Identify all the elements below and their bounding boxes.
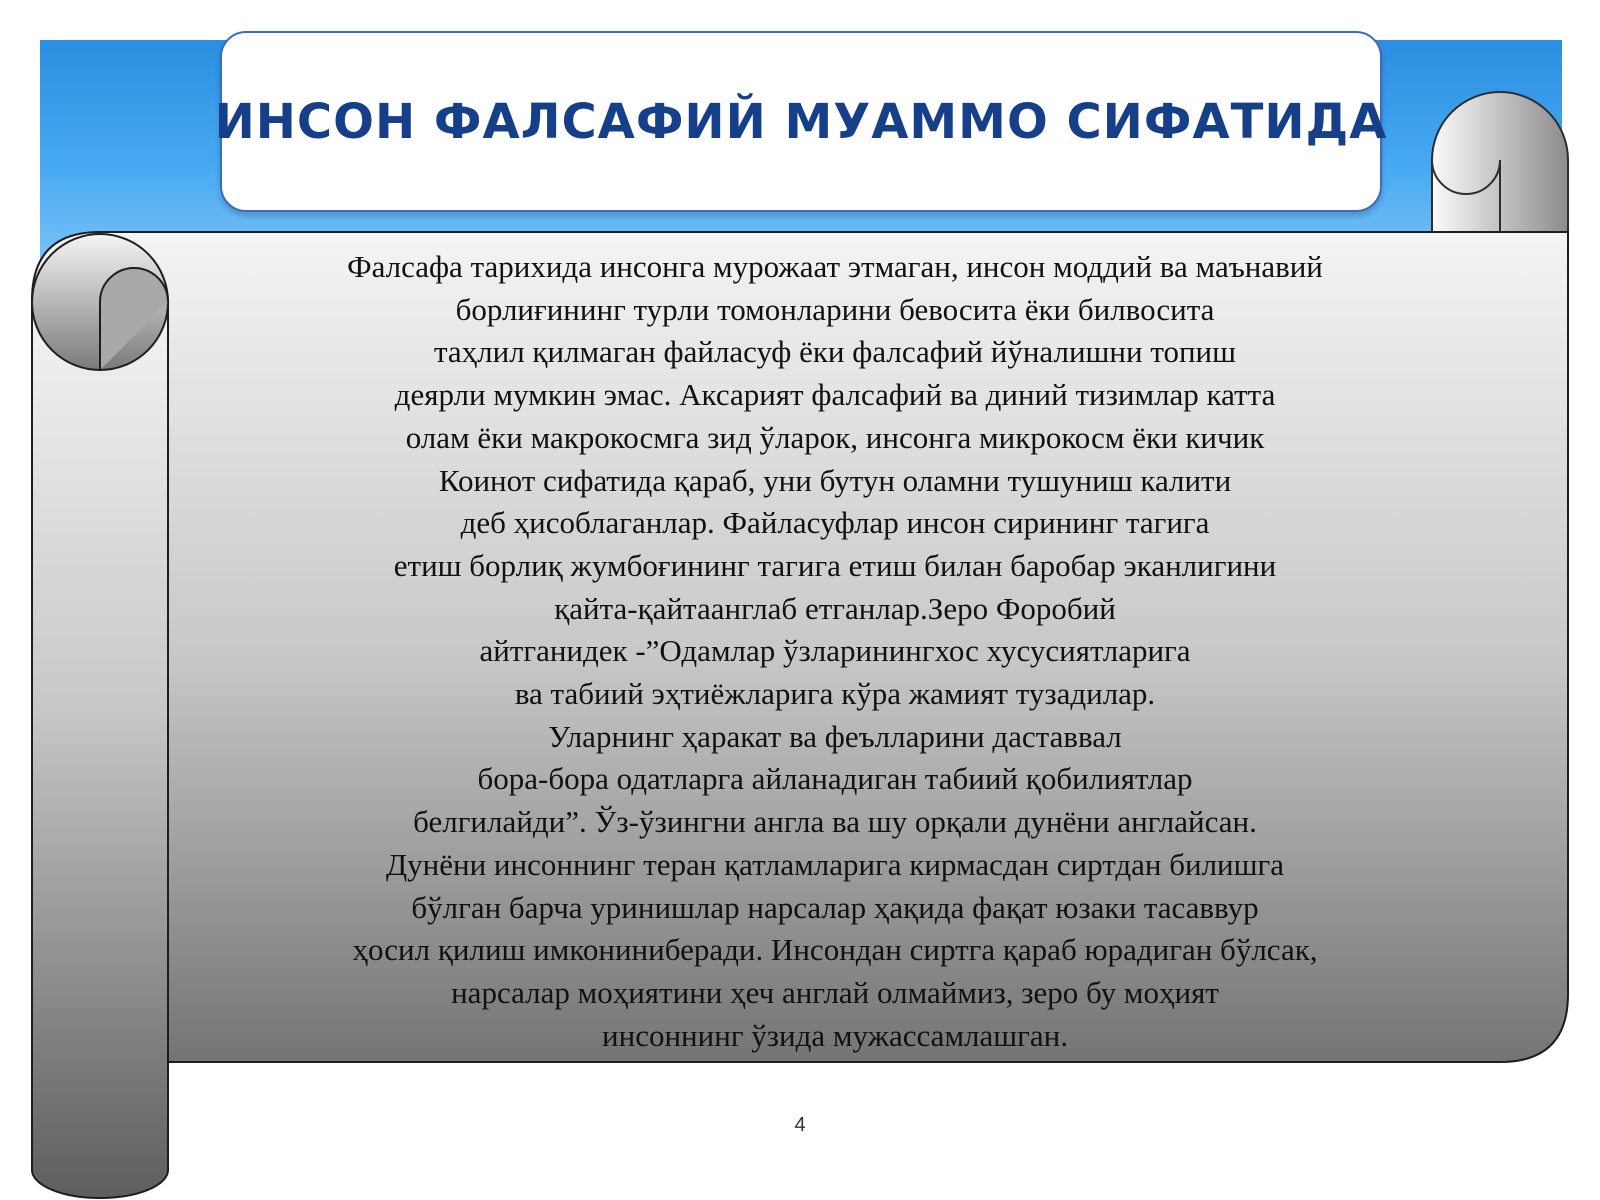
body-line: қайта-қайтаанглаб етганлар.Зеро Форобий bbox=[554, 590, 1116, 626]
body-line: деярли мумкин эмас. Аксарият фалсафий ва диний тизимлар катта bbox=[394, 377, 1276, 413]
body-line: Фалсафа тарихида инсонга мурожаат этмаган, инсон моддий ва маънавий bbox=[347, 249, 1323, 284]
scroll-top-right-curl bbox=[1432, 92, 1568, 232]
scroll-left-roll bbox=[32, 234, 168, 1198]
body-line: Уларнинг ҳаракат ва феълларини даставвал bbox=[548, 718, 1122, 754]
body-line: борлиғининг турли томонларини бевосита ёки билвосита bbox=[455, 291, 1215, 327]
body-line: деб ҳисоблаганлар. Файласуфлар инсон сирининг тагига bbox=[460, 505, 1210, 541]
title-box bbox=[214, 31, 1388, 212]
body-line: етиш борлиқ жумбоғининг тагига етиш билан баробар эканлигини bbox=[393, 547, 1277, 583]
slide-title: ИНСОН ФАЛСАФИЙ МУАММО СИФАТИДА bbox=[214, 93, 1388, 150]
body-line: ва табиий эҳтиёжларига кўра жамият тузадилар. bbox=[514, 676, 1156, 712]
body-line: бора-бора одатларга айланадиган табиий қобилиятлар bbox=[477, 761, 1193, 797]
body-line: инсоннинг ўзида мужассамлашган. bbox=[602, 1017, 1068, 1053]
page-number: 4 bbox=[794, 1114, 806, 1136]
body-line: олам ёки макрокосмга зид ўларок, инсонга микрокосм ёки кичик bbox=[405, 419, 1265, 455]
body-line: ҳосил қилиш имкониниберади. Инсондан сиртга қараб юрадиган бўлсак, bbox=[352, 932, 1318, 968]
body-line: белгилайди”. Ўз-ўзингни англа ва шу орқали дунёни англайсан. bbox=[413, 804, 1257, 840]
body-line: Коинот сифатида қараб, уни бутун оламни тушуниш калити bbox=[438, 462, 1232, 498]
body-line: Дунёни инсоннинг теран қатламларига кирмасдан сиртдан билишга bbox=[386, 846, 1284, 882]
body-line: бўлган барча уринишлар нарсалар ҳақида фақат юзаки тасаввур bbox=[411, 889, 1259, 925]
body-line: таҳлил қилмаган файласуф ёки фалсафий йўналишни топиш bbox=[433, 334, 1237, 370]
body-text bbox=[190, 246, 1480, 1057]
body-line: айтганидек -”Одамлар ўзларинингхос хусусиятларига bbox=[479, 633, 1191, 669]
body-line: нарсалар моҳиятини ҳеч англай олмаймиз, зеро бу моҳият bbox=[451, 974, 1219, 1010]
